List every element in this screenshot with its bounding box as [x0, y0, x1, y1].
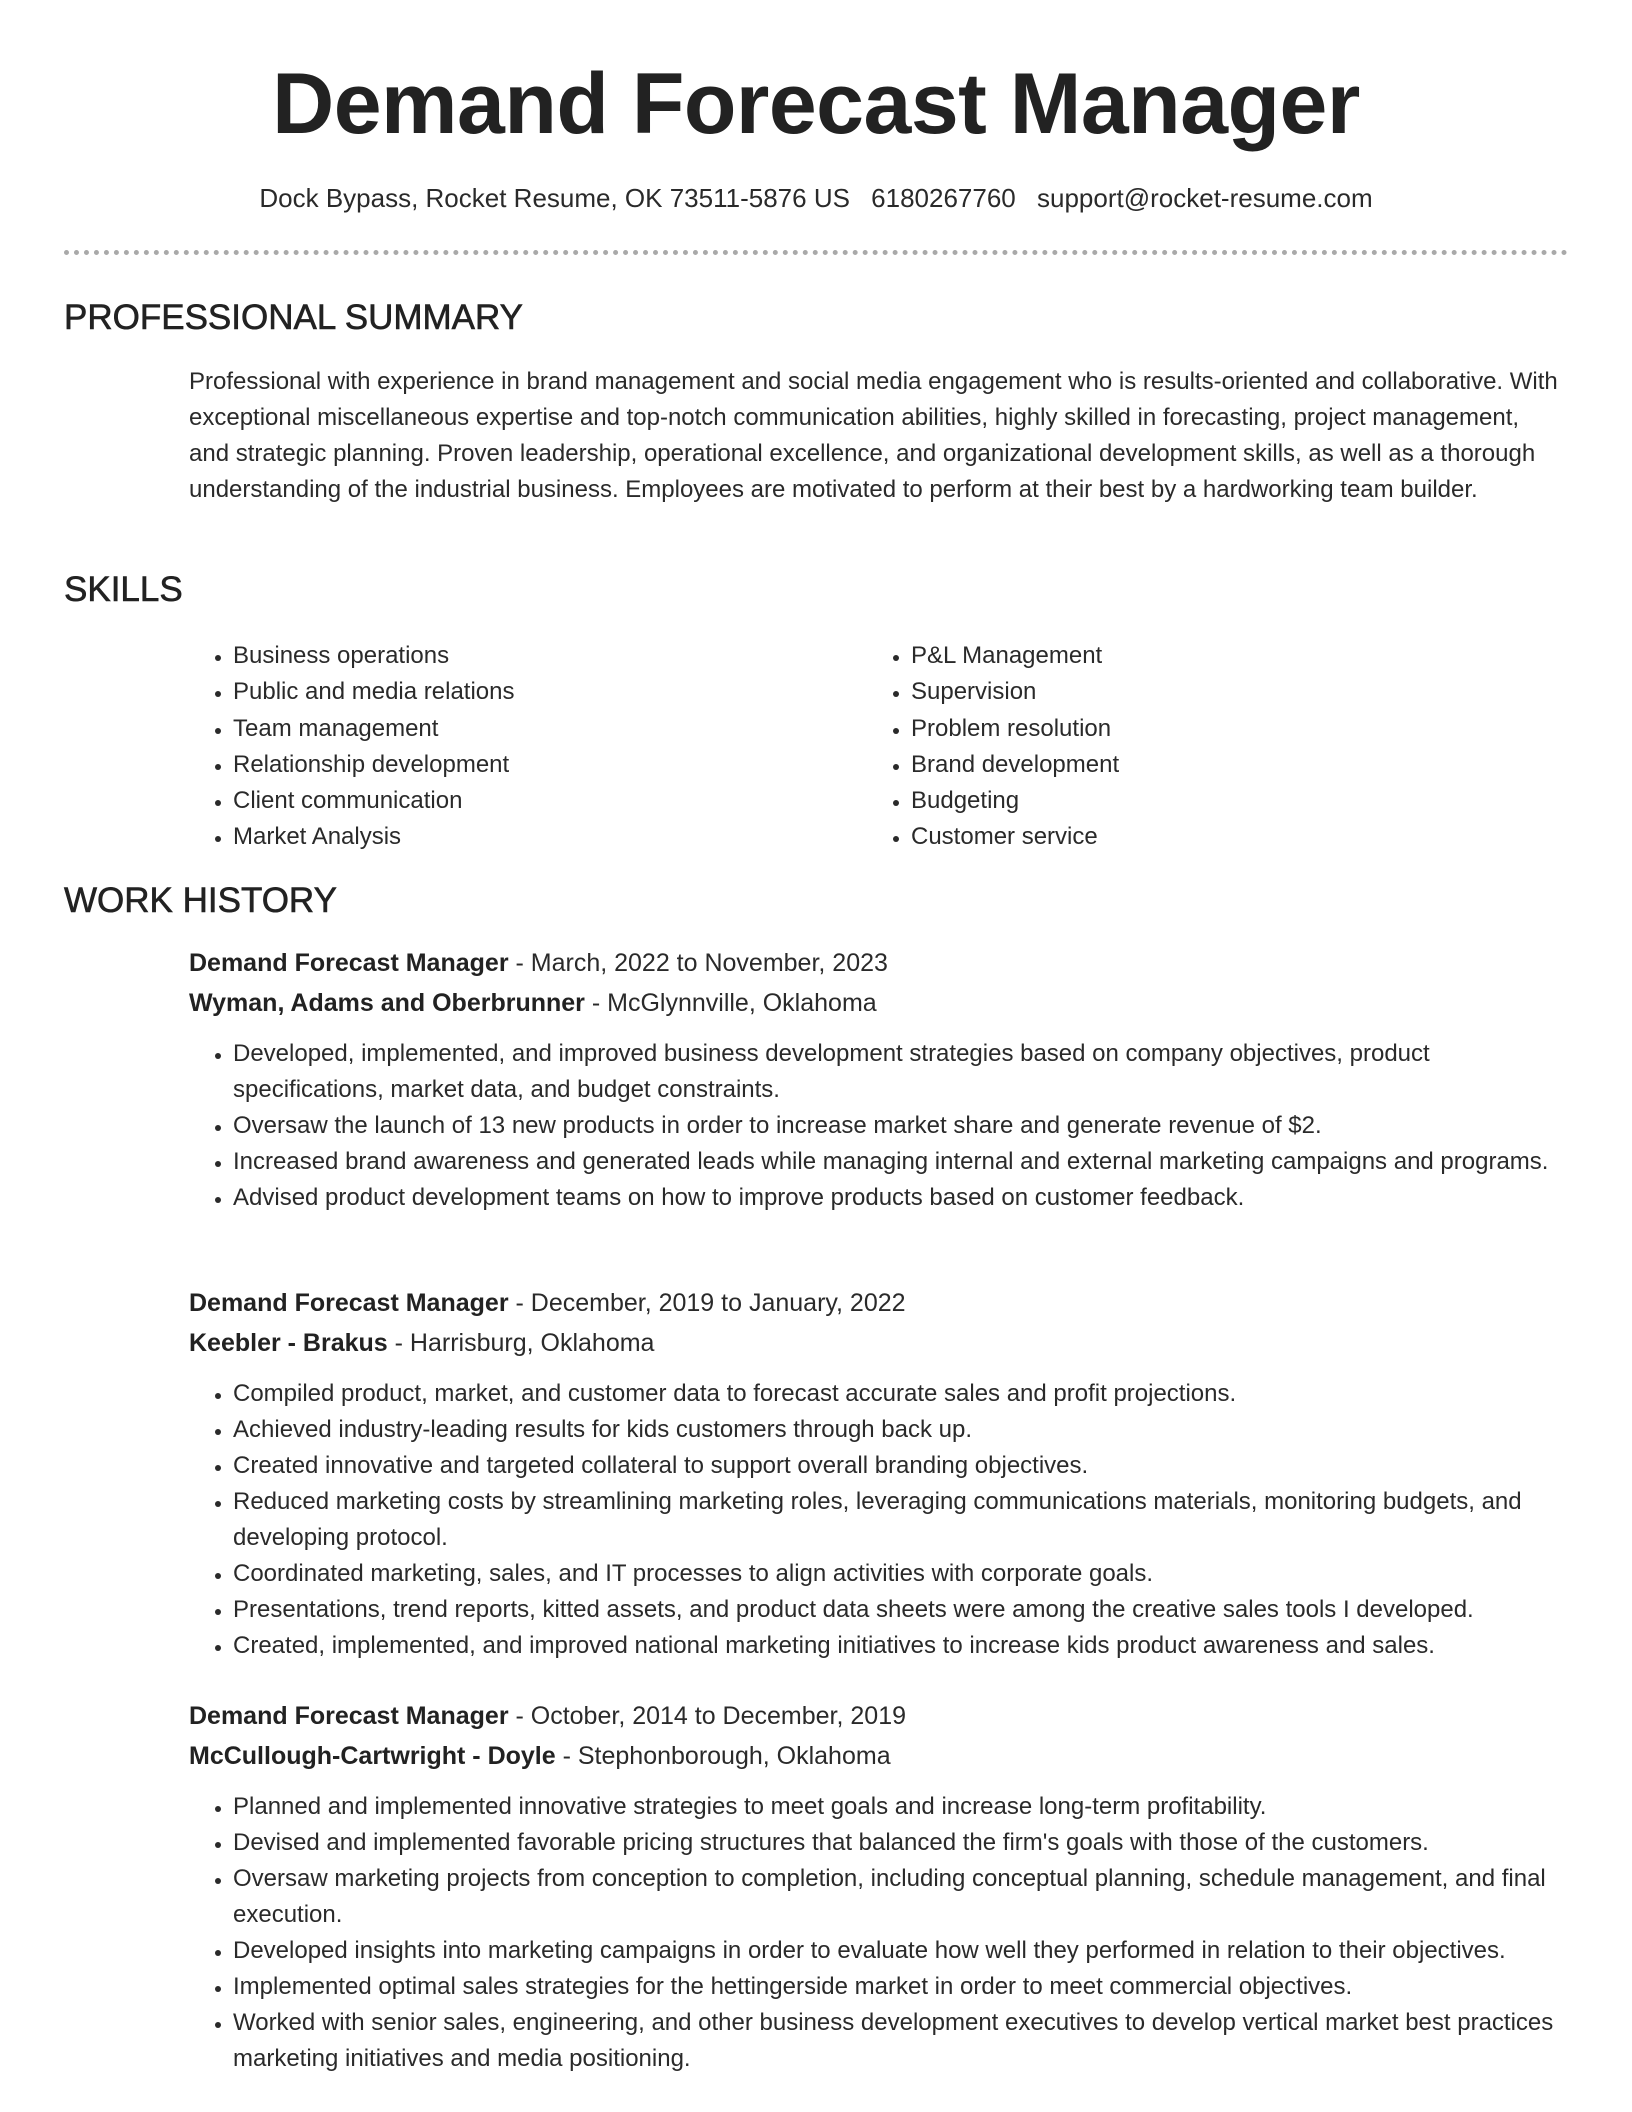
- skill-item: • Customer service: [911, 819, 1545, 855]
- skill-item: • Supervision: [911, 674, 1545, 710]
- job-bullet: • Oversaw the launch of 13 new products in order to increase market share and generate revenue of $2.: [233, 1108, 1573, 1144]
- job-bullet: • Increased brand awareness and generated leads while managing internal and external marketing campaigns and programs.: [233, 1144, 1573, 1180]
- job-location: - Harrisburg, Oklahoma: [387, 1328, 655, 1357]
- contact-address: Dock Bypass, Rocket Resume, OK 73511-5876 US: [259, 183, 850, 213]
- skill-item: • Team management: [233, 711, 867, 747]
- skill-item: • Relationship development: [233, 747, 867, 783]
- contact-line: [0, 178, 1632, 218]
- job-bullet: • Developed, implemented, and improved business development strategies based on company objectives, product specifications, market data, and budget constraints.: [233, 1036, 1573, 1108]
- job-role: Demand Forecast Manager: [189, 1702, 509, 1730]
- job-company-line: [189, 984, 1559, 1024]
- page-title: Demand Forecast Manager: [272, 56, 1360, 152]
- job-bullet: • Oversaw marketing projects from conception to completion, including conceptual planning, schedule management, and final execution.: [233, 1861, 1573, 1933]
- skill-item: • P&L Management: [911, 638, 1545, 674]
- job-company: Wyman, Adams and Oberbrunner: [189, 988, 585, 1017]
- job-bullet: • Created, implemented, and improved national marketing initiatives to increase kids product awareness and sales.: [233, 1628, 1573, 1664]
- job-entry: [189, 944, 1559, 1216]
- job-company-line: [189, 1737, 1559, 1777]
- contact-email: support@rocket-resume.com: [1037, 183, 1373, 213]
- job-dates: - March, 2022 to November, 2023: [508, 949, 888, 977]
- job-bullet: • Presentations, trend reports, kitted assets, and product data sheets were among the creative sales tools I developed.: [233, 1592, 1573, 1628]
- job-bullets: [189, 1036, 1573, 1216]
- job-title-line: [189, 944, 1559, 984]
- job-bullet: • Devised and implemented favorable pricing structures that balanced the firm's goals with those of the customers.: [233, 1825, 1573, 1861]
- job-location: - McGlynnville, Oklahoma: [584, 988, 877, 1017]
- skill-item: • Client communication: [233, 783, 867, 819]
- job-bullet: • Reduced marketing costs by streamlining marketing roles, leveraging communications materials, monitoring budgets, and developing protocol.: [233, 1484, 1573, 1556]
- job-bullet: • Compiled product, market, and customer data to forecast accurate sales and profit projections.: [233, 1376, 1573, 1412]
- job-dates: - December, 2019 to January, 2022: [508, 1289, 906, 1317]
- skills-list: [189, 638, 1559, 856]
- job-entry: [189, 1284, 1559, 1664]
- job-role: Demand Forecast Manager: [189, 949, 509, 977]
- job-entry: [189, 1697, 1559, 2077]
- job-bullet: • Planned and implemented innovative strategies to meet goals and increase long-term profitability.: [233, 1789, 1573, 1825]
- skill-item: • Budgeting: [911, 783, 1545, 819]
- skills-column-left: [189, 638, 867, 856]
- job-bullets: [189, 1789, 1573, 2077]
- skill-item: • Market Analysis: [233, 819, 867, 855]
- job-company: Keebler - Brakus: [189, 1328, 388, 1357]
- job-bullet: • Advised product development teams on how to improve products based on customer feedback.: [233, 1180, 1573, 1216]
- job-bullet: • Coordinated marketing, sales, and IT processes to align activities with corporate goals.: [233, 1556, 1573, 1592]
- skills-heading: SKILLS: [64, 570, 183, 609]
- header-divider: [64, 250, 1568, 255]
- contact-phone: 6180267760: [871, 183, 1016, 213]
- job-title-line: [189, 1697, 1559, 1737]
- job-bullet: • Worked with senior sales, engineering, and other business development executives to develop vertical market best practices marketing initiatives and media positioning.: [233, 2005, 1573, 2077]
- skill-item: • Business operations: [233, 638, 867, 674]
- job-bullet: • Developed insights into marketing campaigns in order to evaluate how well they performed in relation to their objectives.: [233, 1933, 1573, 1969]
- job-dates: - October, 2014 to December, 2019: [508, 1702, 907, 1730]
- job-company: McCullough-Cartwright - Doyle: [189, 1741, 556, 1770]
- job-title-line: [189, 1284, 1559, 1324]
- summary-text: Professional with experience in brand management and social media engagement who is results-oriented and collaborative. With exceptional miscellaneous expertise and top-notch communication abilities, highly skilled in forecasting, project management, and strategic planning. Proven leadership, operational excellence, and organizational development skills, as well as a thorough understanding of the industrial business. Employees are motivated to perform at their best by a hardworking team builder.: [189, 368, 1558, 503]
- skills-column-right: [867, 638, 1545, 856]
- skill-item: • Brand development: [911, 747, 1545, 783]
- job-bullet: • Created innovative and targeted collateral to support overall branding objectives.: [233, 1448, 1573, 1484]
- job-role: Demand Forecast Manager: [189, 1289, 509, 1317]
- job-location: - Stephonborough, Oklahoma: [555, 1741, 891, 1770]
- job-company-line: [189, 1324, 1559, 1364]
- job-bullet: • Achieved industry-leading results for kids customers through back up.: [233, 1412, 1573, 1448]
- skill-item: • Problem resolution: [911, 711, 1545, 747]
- work-history-heading: WORK HISTORY: [64, 881, 337, 920]
- skill-item: • Public and media relations: [233, 674, 867, 710]
- job-bullets: [189, 1376, 1573, 1664]
- job-bullet: • Implemented optimal sales strategies for the hettingerside market in order to meet commercial objectives.: [233, 1969, 1573, 2005]
- summary-heading: PROFESSIONAL SUMMARY: [64, 298, 523, 337]
